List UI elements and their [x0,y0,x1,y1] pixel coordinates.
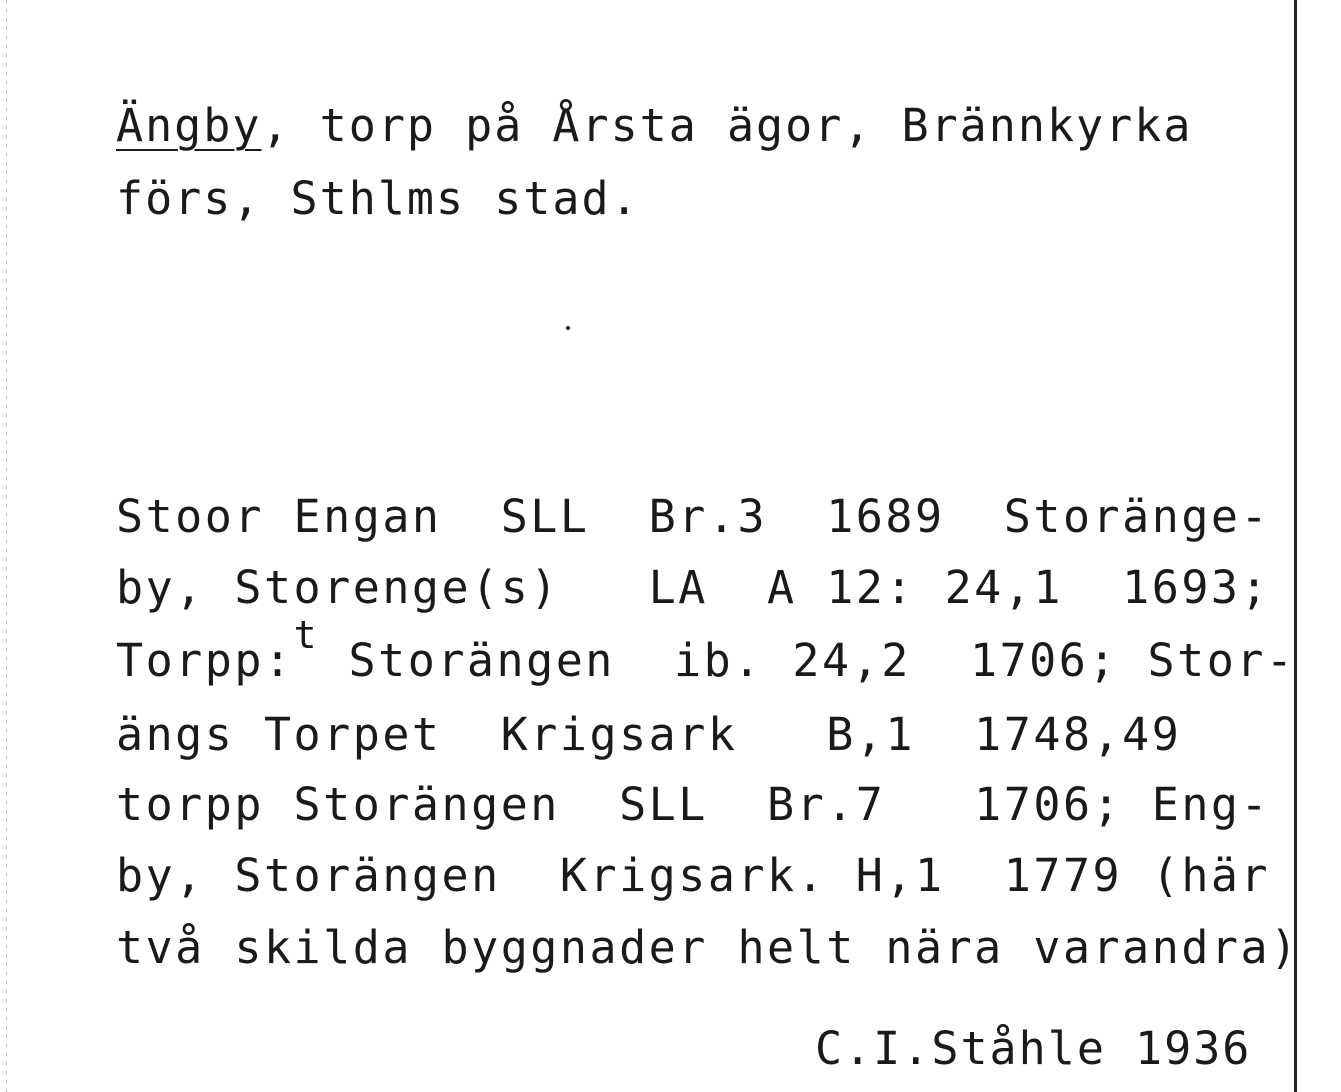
body-line-4: ängs Torpet Krigsark B,1 1748,49 [116,708,1182,761]
body-line-2: by, Storenge(s) LA A 12: 24,1 1693; [116,561,1271,614]
superscript-t: t [293,613,319,657]
signature: C.I.Ståhle 1936 [815,1022,1252,1075]
ink-dot [566,326,570,330]
card-left-edge [6,0,7,1092]
body-line-5: torpp Storängen SLL Br.7 1706; Eng- [116,778,1271,831]
body-line-3-pre: Torpp: [116,634,294,687]
heading-line-1 [116,99,1193,152]
place-name: Ängby [116,99,262,152]
heading-line-1-rest: , torp på Årsta ägor, Brännkyrka [261,99,1193,152]
body-line-3-post: Storängen ib. 24,2 1706; Stor- [318,634,1296,687]
body-line-6: by, Storängen Krigsark. H,1 1779 (här [116,849,1271,902]
body-line-7: två skilda byggnader helt nära varandra) [116,921,1300,974]
body-line-3 [116,613,1296,687]
body-line-1: Stoor Engan SLL Br.3 1689 Storänge- [116,490,1271,543]
heading-line-2: förs, Sthlms stad. [116,172,640,225]
